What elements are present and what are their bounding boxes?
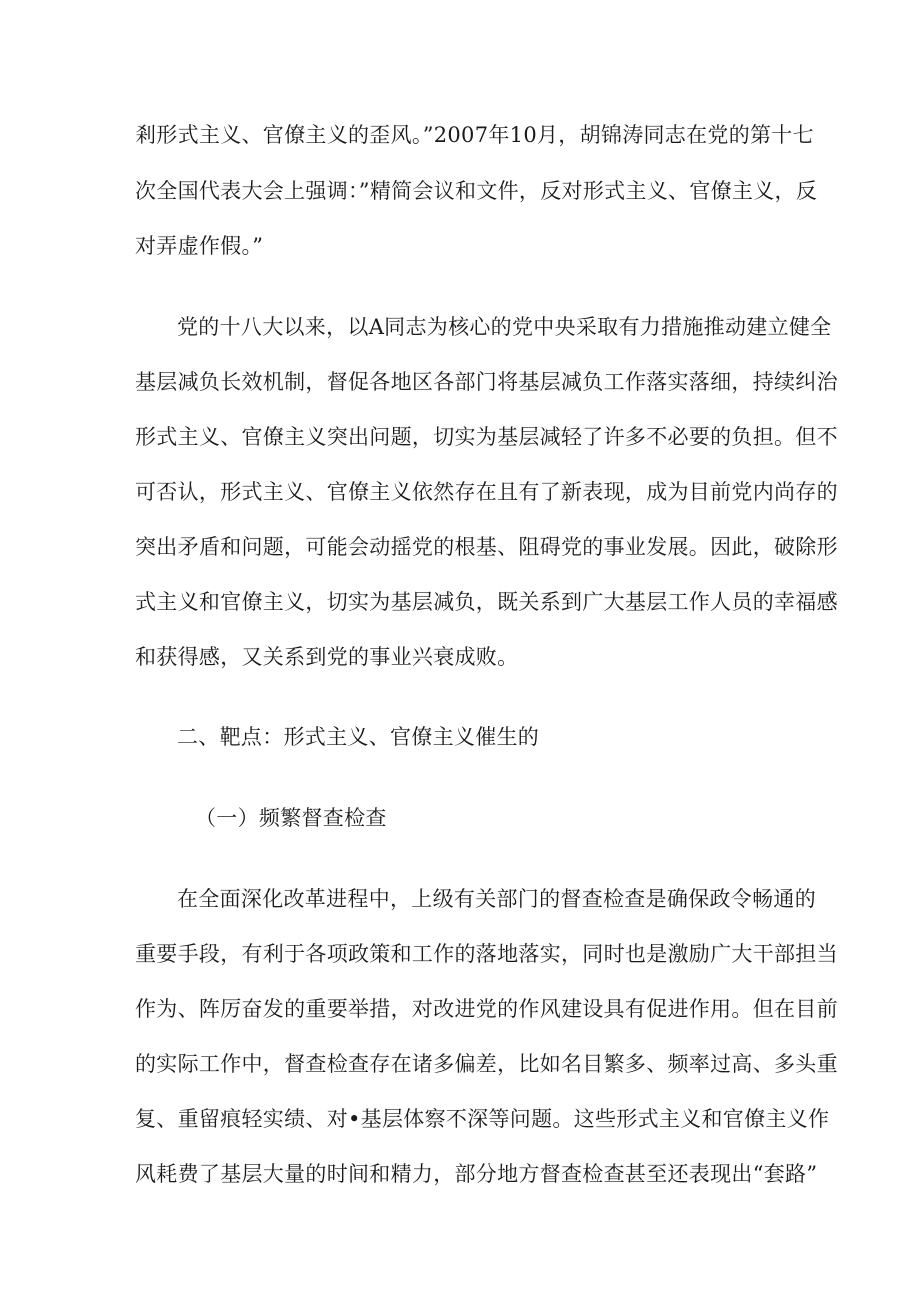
paragraph-3-line-6: 风耗费了基层大量的时间和精力，部分地方督查检查甚至还表现出“套路” <box>135 1162 818 1186</box>
paragraph-3-line-1: 在全面深化改革进程中，上级有关部门的督查检查是确保政令畅通的 <box>177 887 816 911</box>
paragraph-2-line-2: 基层减负长效机制，督促各地区各部门将基层减负工作落实落细，持续纠治 <box>135 370 838 394</box>
paragraph-3-line-3: 作为、阵厉奋发的重要举措，对改进党的作风建设具有促进作用。但在目前 <box>135 997 838 1021</box>
paragraph-1-line-3: 对弄虚作假。” <box>135 234 264 258</box>
paragraph-1-line-2: 次全国代表大会上强调：”精简会议和文件，反对形式主义、官僚主义，反 <box>135 179 818 203</box>
paragraph-2-line-3: 形式主义、官僚主义突出问题，切实为基层减轻了许多不必要的负担。但不 <box>135 425 838 449</box>
paragraph-2-line-5: 突出矛盾和问题，可能会动摇党的根基、阻碍党的事业发展。因此，破除形 <box>135 535 838 559</box>
paragraph-2-line-6: 式主义和官僚主义，切实为基层减负，既关系到广大基层工作人员的幸福感 <box>135 590 838 614</box>
section-heading: 二、靶点：形式主义、官僚主义催生的 <box>177 725 540 749</box>
paragraph-3-line-2: 重要手段，有利于各项政策和工作的落地落实，同时也是激励广大干部担当 <box>135 942 838 966</box>
paragraph-3-line-5: 复、重留痕轻实绩、对•基层体察不深等问题。这些形式主义和官僚主义作 <box>135 1107 830 1131</box>
paragraph-2-line-1: 党的十八大以来，以A同志为核心的党中央采取有力措施推动建立健全 <box>177 315 832 339</box>
paragraph-1-line-1: 剎形式主义、官僚主义的歪风。”2007年10月，胡锦涛同志在党的第十七 <box>135 123 814 147</box>
subsection-heading: （一）频繁督查检查 <box>195 806 387 830</box>
paragraph-2-line-4: 可否认，形式主义、官僚主义依然存在且有了新表现，成为目前党内尚存的 <box>135 480 838 504</box>
paragraph-2-line-7: 和获得感，又关系到党的事业兴衰成败。 <box>135 645 519 669</box>
paragraph-3-line-4: 的实际工作中，督查检查存在诸多偏差，比如名目繁多、频率过高、多头重 <box>135 1052 838 1076</box>
